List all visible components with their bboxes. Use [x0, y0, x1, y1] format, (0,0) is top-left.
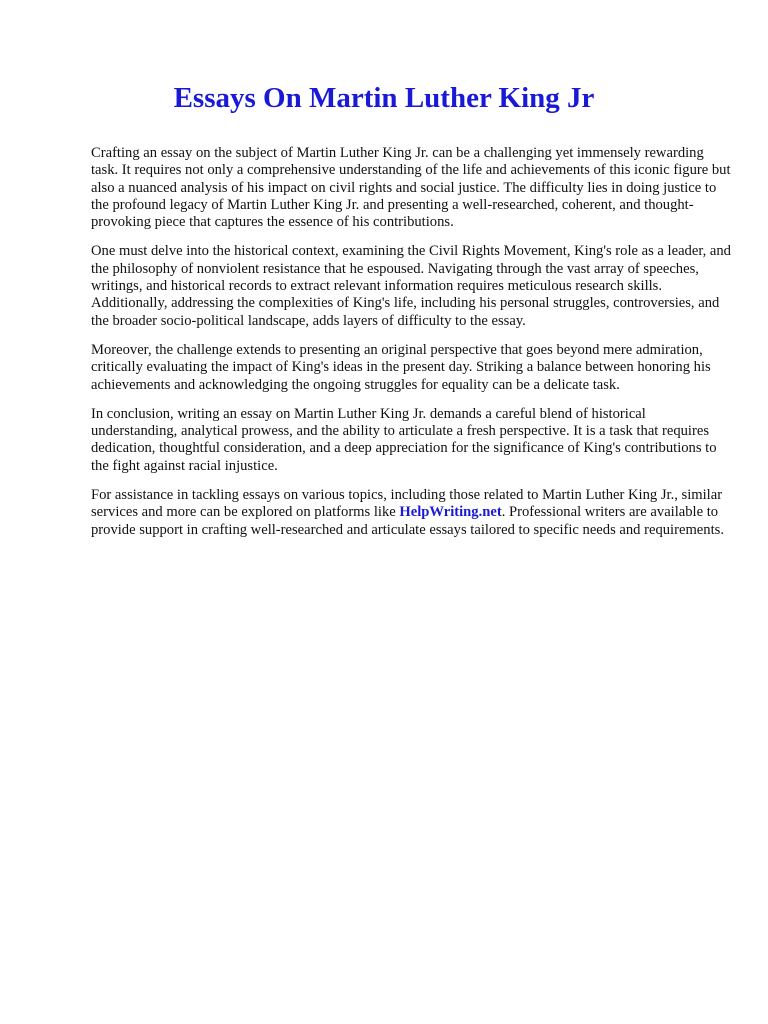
assistance-text-after-link: . Professional writers are available to provide support in crafting well-researched and articulate essays tailored to specific needs and requirements.: [91, 504, 724, 538]
page-title: Essays On Martin Luther King Jr: [173, 82, 595, 114]
paragraph-challenge: Moreover, the challenge extends to presenting an original perspective that goes beyond mere admiration, critically evaluating the impact of King's ideas in the present day. Striking a balance between honoring his achievements and acknowledging the ongoing struggles for equality can be a delicate task.: [91, 341, 711, 393]
paragraph-assistance: [91, 487, 731, 539]
paragraph-intro: Crafting an essay on the subject of Martin Luther King Jr. can be a challenging yet immensely rewarding task. It requires not only a comprehensive understanding of the life and achievements of this iconic figure but also a nuanced analysis of his impact on civil rights and social justice. The difficulty lies in doing justice to the profound legacy of Martin Luther King Jr. and presenting a well-researched, coherent, and thought-provoking piece that captures the essence of his contributions.: [91, 145, 731, 231]
paragraph-conclusion: In conclusion, writing an essay on Martin Luther King Jr. demands a careful blend of historical understanding, analytical prowess, and the ability to articulate a fresh perspective. It is a task that requires dedication, thoughtful consideration, and a deep appreciation for the significance of King's contributions to the fight against racial injustice.: [91, 405, 717, 474]
assistance-text-before-link: For assistance in tackling essays on various topics, including those related to Martin Luther King Jr., similar services and more can be explored on platforms like: [91, 487, 723, 521]
essay-body: [91, 145, 731, 551]
paragraph-context: One must delve into the historical context, examining the Civil Rights Movement, King's role as a leader, and the philosophy of nonviolent resistance that he espoused. Navigating through the vast array of speeches, writings, and historical records to extract relevant information requires meticulous research skills. Additionally, addressing the complexities of King's life, including his personal struggles, controversies, and the broader socio-political landscape, adds layers of difficulty to the essay.: [91, 243, 731, 329]
helpwriting-link[interactable]: HelpWriting.net: [399, 504, 502, 521]
